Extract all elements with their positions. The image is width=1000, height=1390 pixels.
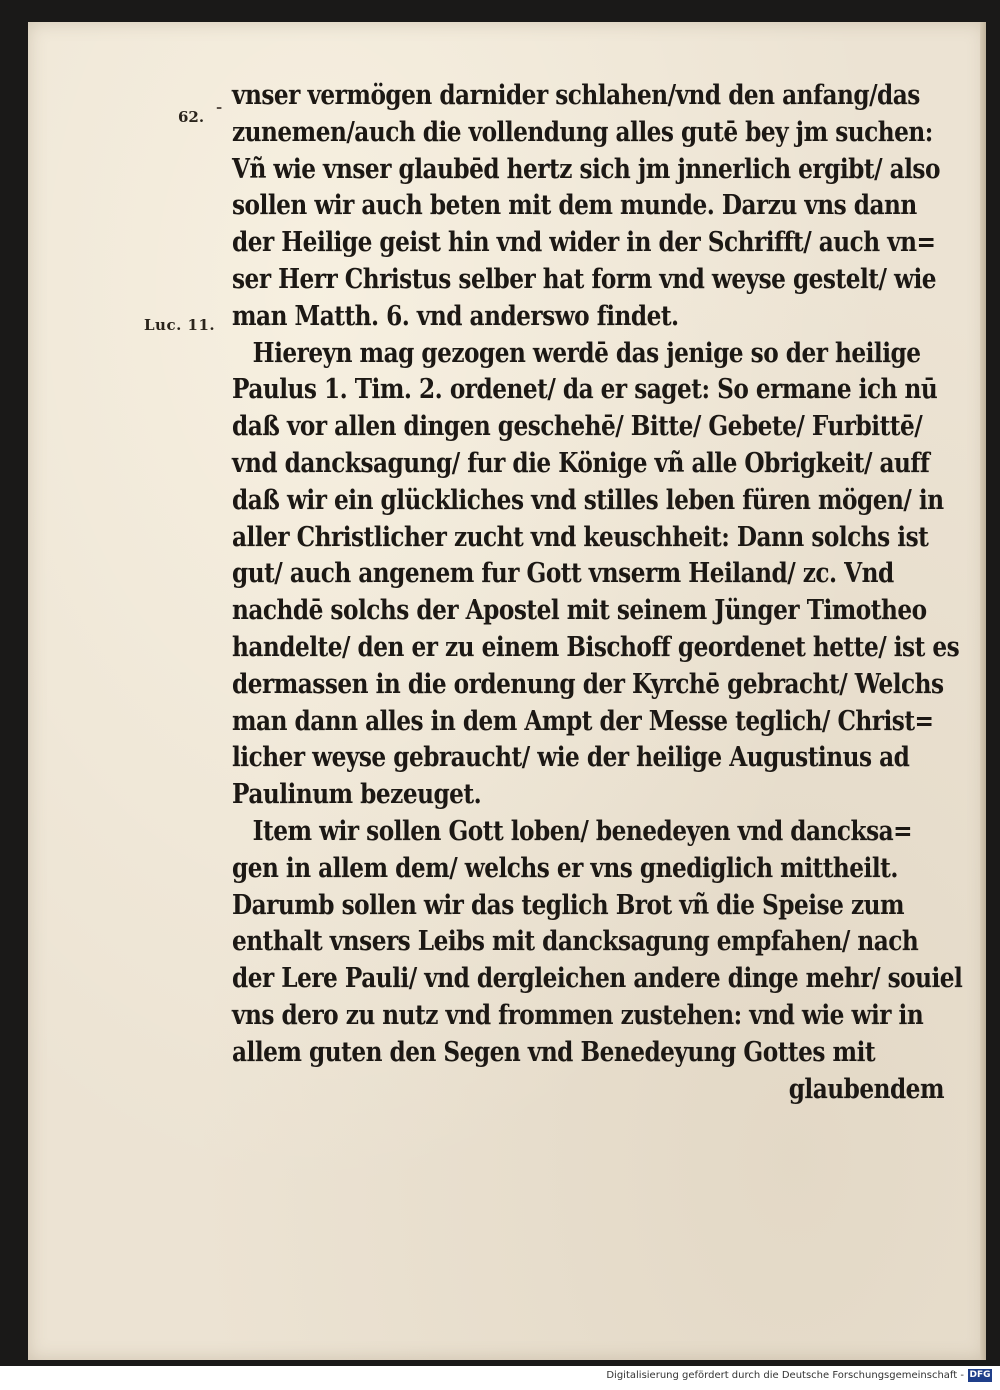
paragraph-start-line: Hiereyn mag gezogen werdē das jenige so der heilige bbox=[252, 337, 921, 369]
text-line: enthalt vnsers Leibs mit dancksagung empfahen/ nach bbox=[232, 926, 919, 958]
text-line: allem guten den Segen vnd Benedeyung Gottes mit bbox=[232, 1036, 876, 1068]
dfg-logo-icon: DFG bbox=[969, 1370, 991, 1380]
text-line: daß vor allen dingen geschehē/ Bitte/ Gebete/ Furbittē/ bbox=[232, 411, 923, 443]
paragraph-start-line: Item wir sollen Gott loben/ benedeyen vnd dancksa= bbox=[252, 815, 913, 847]
catchword: glaubendem bbox=[788, 1073, 944, 1105]
funding-notice: Digitalisierung gefördert durch die Deutsche Forschungsgemeinschaft - bbox=[606, 1370, 964, 1381]
text-line: licher weyse gebraucht/ wie der heilige Augustinus ad bbox=[232, 742, 910, 774]
text-line: sollen wir auch beten mit dem munde. Darzu vns dann bbox=[232, 190, 917, 222]
text-line: vns dero zu nutz vnd frommen zustehen: vnd wie wir in bbox=[232, 999, 924, 1031]
text-line: man dann alles in dem Ampt der Messe teglich/ Christ= bbox=[232, 705, 934, 737]
text-line: Paulinum bezeuget. bbox=[232, 779, 482, 811]
text-line: dermassen in die ordenung der Kyrchē gebracht/ Welchs bbox=[232, 668, 944, 700]
text-line: ser Herr Christus selber hat form vnd weyse gestelt/ wie bbox=[232, 263, 937, 295]
folio-number: 62. bbox=[178, 108, 205, 126]
text-line: nachdē solchs der Apostel mit seinem Jünger Timotheo bbox=[232, 595, 927, 627]
text-line: Darumb sollen wir das teglich Brot vñ die Speise zum bbox=[232, 889, 905, 921]
text-line: man Matth. 6. vnd anderswo findet. bbox=[232, 300, 679, 332]
folio-mark: - bbox=[216, 98, 223, 116]
text-line: Paulus 1. Tim. 2. ordenet/ da er saget: So ermane ich nū bbox=[232, 374, 938, 406]
text-line: vnd dancksagung/ fur die Könige vñ alle Obrigkeit/ auff bbox=[232, 447, 930, 479]
text-line: der Heilige geist hin vnd wider in der Schrifft/ auch vn= bbox=[232, 227, 936, 259]
text-line: der Lere Pauli/ vnd dergleichen andere dinge mehr/ souiel bbox=[232, 963, 963, 995]
page-edge bbox=[980, 22, 986, 1360]
text-line: gut/ auch angenem fur Gott vnserm Heiland/ zc. Vnd bbox=[232, 558, 894, 590]
text-line: vnser vermögen darnider schlahen/vnd den anfang/das bbox=[232, 80, 920, 111]
text-line: zunemen/auch die vollendung alles gutē bey jm suchen: bbox=[232, 116, 933, 148]
text-line: Vñ wie vnser glaubēd hertz sich jm jnnerlich ergibt/ also bbox=[232, 153, 940, 185]
text-line: aller Christlicher zucht vnd keuschheit: Dann solchs ist bbox=[232, 521, 929, 553]
margin-reference: Luc. 11. bbox=[144, 316, 216, 334]
text-line: daß wir ein glückliches vnd stilles leben füren mögen/ in bbox=[232, 484, 944, 516]
text-line: handelte/ den er zu einem Bischoff geordenet hette/ ist es bbox=[232, 631, 960, 663]
text-line: gen in allem dem/ welchs er vns gnediglich mittheilt. bbox=[232, 852, 898, 884]
body-text bbox=[232, 78, 963, 1108]
